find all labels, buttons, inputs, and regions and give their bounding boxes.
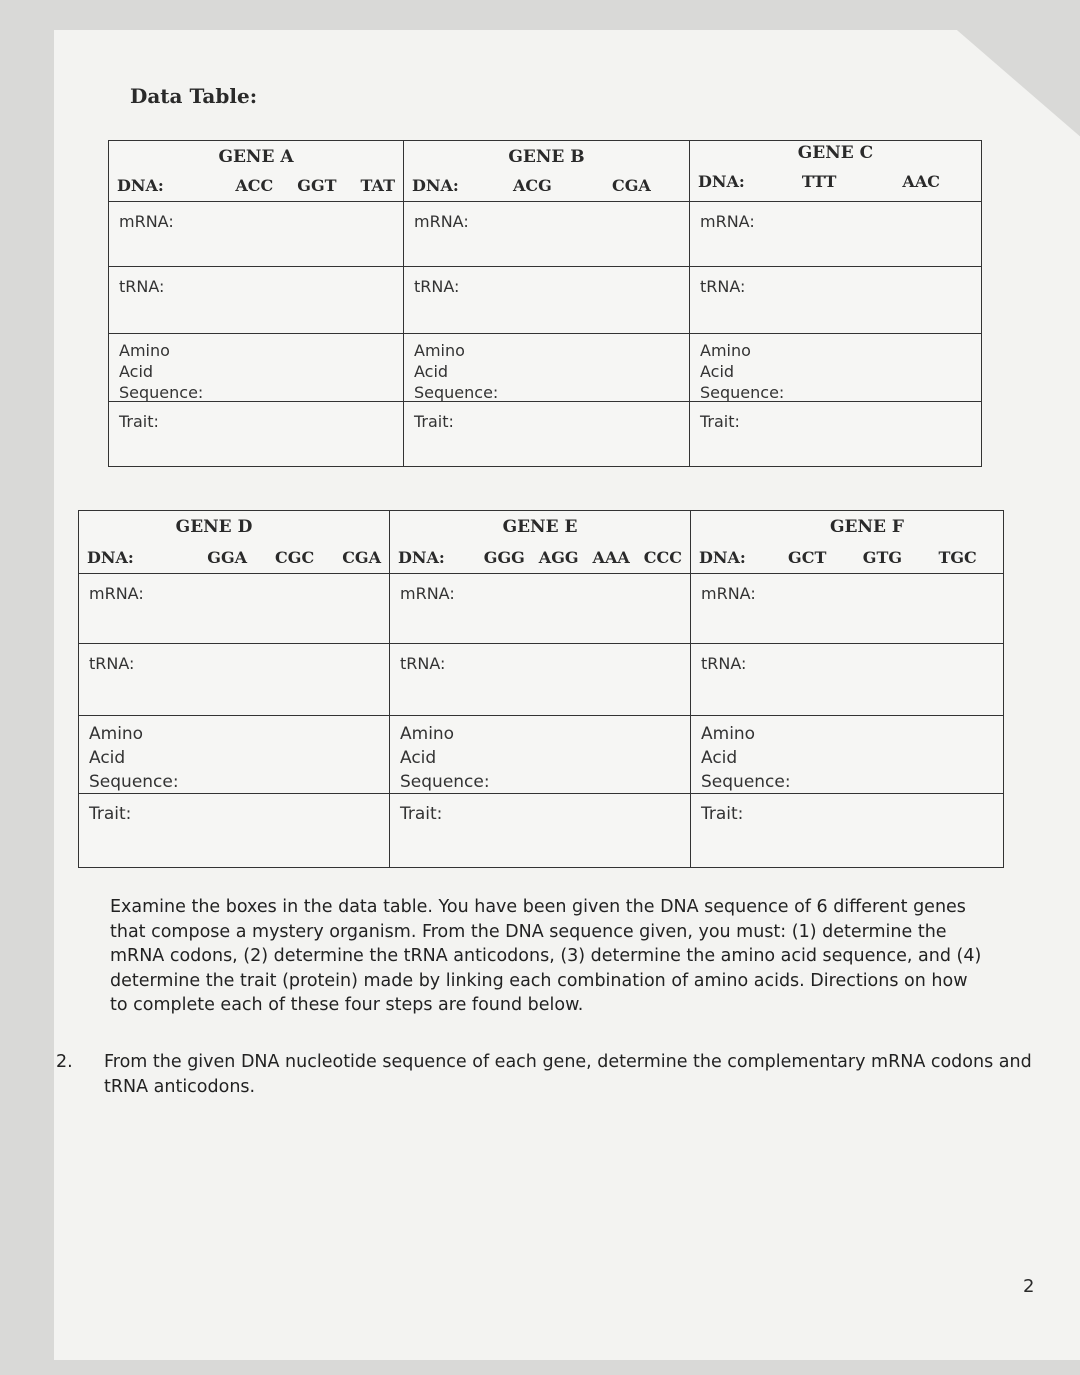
gene-a-mrna-cell[interactable]: mRNA:	[109, 202, 403, 267]
instructions-paragraph: Examine the boxes in the data table. You have been given the DNA sequence of 6 different genes that compose a mystery organism. From the DNA sequence given, you must: (1) determine the mRNA codons, (2) determine the tRNA anticodons, (3) determine the amino acid sequence, and (4) determine the trait (protein) made by linking each combination of amino acids. Directions on how to complete each of these four steps are found below.	[110, 897, 982, 1015]
amino-label: Amino	[119, 341, 170, 360]
gene-b-dna	[412, 176, 681, 195]
gene-c-mrna-cell[interactable]: mRNA:	[690, 202, 981, 267]
codon: TAT	[360, 176, 395, 195]
gene-e-trna-cell[interactable]: tRNA:	[390, 644, 690, 716]
question-number: 2.	[56, 1052, 73, 1072]
amino-label: Amino	[400, 724, 455, 744]
gene-a-title: GENE A	[218, 147, 294, 167]
codon: ACC	[235, 176, 274, 195]
gene-c-dna	[698, 172, 973, 191]
sequence-label: Sequence:	[414, 383, 499, 402]
gene-b-title: GENE B	[508, 147, 585, 167]
acid-label: Acid	[119, 362, 154, 381]
gene-f-trna-cell[interactable]: tRNA:	[691, 644, 1003, 716]
gene-d-trait-cell[interactable]: Trait:	[89, 804, 132, 824]
gene-e-mrna-cell[interactable]: mRNA:	[390, 574, 690, 644]
amino-label: Amino	[89, 724, 144, 744]
codon: AAC	[902, 172, 940, 191]
gene-c-title: GENE C	[797, 143, 874, 163]
gene-d-mrna-cell[interactable]: mRNA:	[79, 574, 389, 644]
gene-f-dna	[699, 548, 995, 567]
gene-e-dna	[398, 548, 682, 567]
sequence-label: Sequence:	[89, 772, 179, 792]
gene-c-trna-cell[interactable]: tRNA:	[690, 267, 981, 334]
codon: GTG	[862, 548, 903, 567]
codon: ACG	[512, 176, 552, 195]
amino-label: Amino	[414, 341, 465, 360]
question-text: From the given DNA nucleotide sequence of each gene, determine the complementary mRNA codons and tRNA anticodons.	[104, 1052, 1032, 1097]
codon: AAA	[592, 548, 630, 567]
sequence-label: Sequence:	[119, 383, 204, 402]
gene-b-codons	[483, 176, 681, 195]
gene-b-column	[403, 141, 689, 466]
gene-c-header	[690, 141, 981, 202]
gene-table-bottom	[78, 510, 1004, 868]
gene-f-amino-cell[interactable]	[691, 716, 1003, 794]
amino-label: Amino	[701, 724, 756, 744]
acid-label: Acid	[89, 748, 126, 768]
gene-e-codons	[484, 548, 682, 567]
gene-b-trna-cell[interactable]: tRNA:	[404, 267, 689, 334]
codon: CGA	[612, 176, 651, 195]
dna-label: DNA:	[698, 172, 745, 191]
gene-table-top	[108, 140, 982, 467]
codon: GGT	[297, 176, 337, 195]
gene-c-codons	[769, 172, 973, 191]
gene-a-codons	[235, 176, 395, 195]
codon: TGC	[938, 548, 977, 567]
gene-d-amino-cell[interactable]	[79, 716, 389, 794]
acid-label: Acid	[414, 362, 449, 381]
acid-label: Acid	[400, 748, 437, 768]
gene-d-title: GENE D	[175, 517, 253, 537]
codon: TTT	[801, 172, 837, 191]
gene-d-trna-cell[interactable]: tRNA:	[79, 644, 389, 716]
gene-f-mrna-cell[interactable]: mRNA:	[691, 574, 1003, 644]
amino-label: Amino	[700, 341, 751, 360]
gene-d-dna	[87, 548, 381, 567]
gene-f-trait-cell[interactable]: Trait:	[701, 804, 744, 824]
gene-d-codons	[207, 548, 381, 567]
codon: CGC	[275, 548, 315, 567]
dna-label: DNA:	[699, 548, 746, 567]
codon: AGG	[538, 548, 579, 567]
gene-e-amino-cell[interactable]	[390, 716, 690, 794]
gene-b-trait-cell[interactable]: Trait:	[414, 412, 454, 431]
page-title: Data Table:	[130, 84, 258, 108]
gene-a-trait-cell[interactable]: Trait:	[119, 412, 159, 431]
gene-c-trait-cell[interactable]: Trait:	[700, 412, 740, 431]
gene-f-header	[691, 511, 1003, 574]
sequence-label: Sequence:	[701, 772, 791, 792]
gene-a-trna-cell[interactable]: tRNA:	[109, 267, 403, 334]
acid-label: Acid	[700, 362, 735, 381]
codon: GCT	[788, 548, 827, 567]
gene-b-amino-cell[interactable]	[404, 334, 689, 402]
dna-label: DNA:	[398, 548, 445, 567]
codon: GGG	[483, 548, 525, 567]
gene-a-amino-cell[interactable]	[109, 334, 403, 402]
codon: GGA	[207, 548, 248, 567]
gene-f-column	[690, 511, 1003, 867]
gene-e-header	[390, 511, 690, 574]
gene-b-header	[404, 141, 689, 202]
sequence-label: Sequence:	[400, 772, 490, 792]
gene-b-mrna-cell[interactable]: mRNA:	[404, 202, 689, 267]
gene-e-trait-cell[interactable]: Trait:	[400, 804, 443, 824]
gene-a-dna	[117, 176, 395, 195]
dna-label: DNA:	[117, 176, 164, 195]
gene-d-header	[79, 511, 389, 574]
codon: CCC	[643, 548, 682, 567]
dna-label: DNA:	[412, 176, 459, 195]
acid-label: Acid	[701, 748, 738, 768]
gene-a-column	[109, 141, 403, 466]
gene-d-column	[79, 511, 389, 867]
gene-a-header	[109, 141, 403, 202]
codon: CGA	[342, 548, 381, 567]
page-number: 2	[1023, 1276, 1035, 1297]
gene-e-title: GENE E	[502, 517, 578, 537]
gene-f-codons	[770, 548, 995, 567]
gene-c-amino-cell[interactable]	[690, 334, 981, 402]
gene-c-column	[689, 141, 981, 466]
sequence-label: Sequence:	[700, 383, 785, 402]
gene-e-column	[389, 511, 690, 867]
gene-f-title: GENE F	[830, 517, 904, 537]
dna-label: DNA:	[87, 548, 134, 567]
